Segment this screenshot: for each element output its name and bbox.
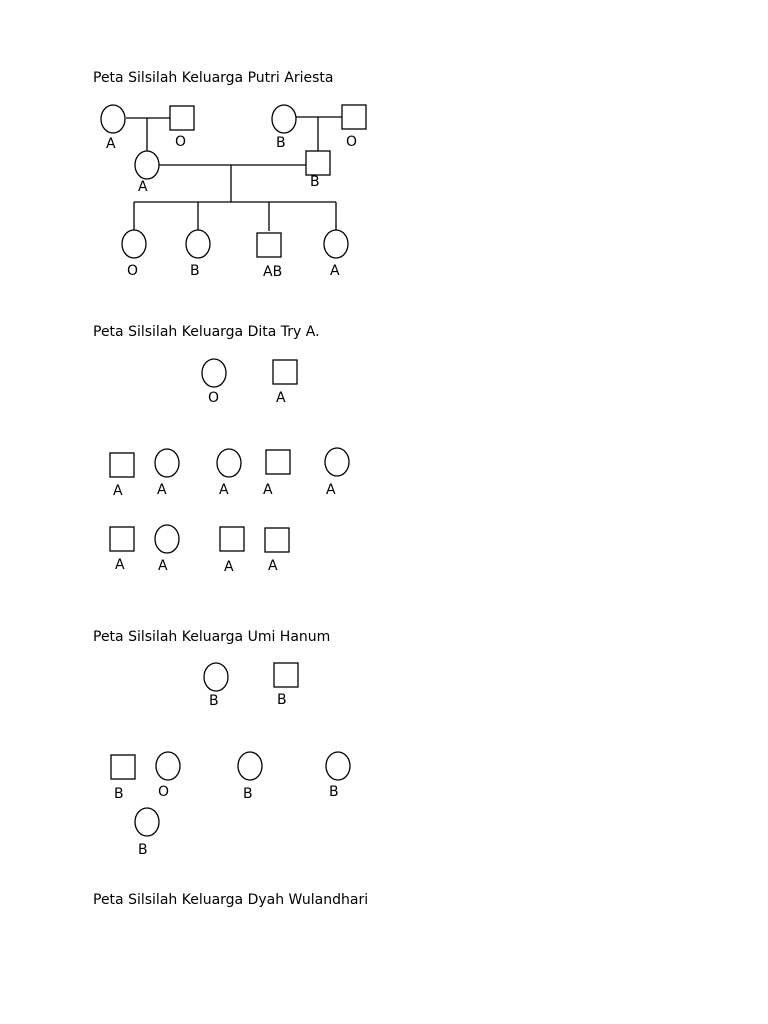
blood-type-label: B: [243, 786, 253, 802]
blood-type-label: O: [127, 263, 139, 279]
pedigree-member-0-c2: [186, 230, 210, 279]
pedigree-member-0-mother: [135, 151, 159, 195]
section-title-umi-hanum: Peta Silsilah Keluarga Umi Hanum: [93, 629, 331, 645]
blood-type-label: A: [219, 482, 229, 498]
blood-type-label: A: [326, 482, 336, 498]
blood-type-label: AB: [263, 264, 283, 280]
male-symbol: [273, 360, 297, 384]
female-symbol: [204, 663, 228, 691]
female-symbol: [325, 448, 349, 476]
blood-type-label: B: [276, 135, 286, 151]
pedigree-member-0-c1: [122, 230, 146, 279]
female-symbol: [155, 525, 179, 553]
blood-type-label: A: [276, 390, 286, 406]
blood-type-label: O: [175, 134, 187, 150]
pedigree-member-1-p2: [273, 360, 297, 406]
female-symbol: [217, 449, 241, 477]
pedigree-member-1-r2b: [155, 525, 179, 574]
pedigree-member-1-r1e: [325, 448, 349, 498]
blood-type-label: A: [158, 558, 168, 574]
blood-type-label: B: [209, 693, 219, 709]
female-symbol: [155, 449, 179, 477]
pedigree-member-2-r1a: [111, 755, 135, 802]
section-title-putri-ariesta: Peta Silsilah Keluarga Putri Ariesta: [93, 70, 334, 86]
male-symbol: [274, 663, 298, 687]
pedigree-member-2-p2: [274, 663, 298, 708]
male-symbol: [306, 151, 330, 175]
female-symbol: [186, 230, 210, 258]
female-symbol: [326, 752, 350, 780]
pedigree-member-2-r1d: [326, 752, 350, 800]
female-symbol: [122, 230, 146, 258]
pedigree-member-2-r1b: [156, 752, 180, 800]
female-symbol: [272, 105, 296, 133]
pedigree-member-0-gf1: [101, 105, 125, 152]
blood-type-label: A: [330, 263, 340, 279]
pedigree-member-2-r1c: [238, 752, 262, 802]
pedigree-member-2-p1: [204, 663, 228, 709]
female-symbol: [238, 752, 262, 780]
male-symbol: [110, 453, 134, 477]
blood-type-label: A: [263, 482, 273, 498]
pedigree-member-1-r1b: [155, 449, 179, 498]
pedigree-member-0-gf2: [272, 105, 296, 151]
blood-type-label: O: [346, 134, 358, 150]
pedigree-member-0-c4: [324, 230, 348, 279]
blood-type-label: A: [157, 482, 167, 498]
blood-type-label: A: [268, 558, 278, 574]
male-symbol: [111, 755, 135, 779]
male-symbol: [170, 106, 194, 130]
blood-type-label: A: [138, 179, 148, 195]
pedigree-member-1-p1: [202, 359, 226, 406]
blood-type-label: B: [310, 174, 320, 190]
pedigree-member-1-r2c: [220, 527, 244, 575]
blood-type-label: B: [114, 786, 124, 802]
female-symbol: [101, 105, 125, 133]
pedigree-member-0-father: [306, 151, 330, 190]
female-symbol: [135, 151, 159, 179]
blood-type-label: B: [329, 784, 339, 800]
pedigree-member-0-gm2: [342, 105, 366, 150]
pedigree-member-1-r1c: [217, 449, 241, 498]
blood-type-label: A: [224, 559, 234, 575]
female-symbol: [135, 808, 159, 836]
male-symbol: [265, 528, 289, 552]
pedigree-member-0-c3: [257, 233, 282, 280]
pedigree-member-1-r1a: [110, 453, 134, 499]
female-symbol: [202, 359, 226, 387]
blood-type-label: A: [106, 136, 116, 152]
blood-type-label: A: [115, 557, 125, 573]
male-symbol: [342, 105, 366, 129]
blood-type-label: B: [138, 842, 148, 858]
section-title-dyah-wulandhari: Peta Silsilah Keluarga Dyah Wulandhari: [93, 892, 369, 908]
pedigree-member-1-r2a: [110, 527, 134, 573]
male-symbol: [257, 233, 281, 257]
male-symbol: [220, 527, 244, 551]
female-symbol: [324, 230, 348, 258]
blood-type-label: B: [190, 263, 200, 279]
pedigree-member-1-r2d: [265, 528, 289, 574]
male-symbol: [110, 527, 134, 551]
pedigree-member-0-gm1: [170, 106, 194, 150]
male-symbol: [266, 450, 290, 474]
blood-type-label: O: [158, 784, 170, 800]
section-title-dita-try: Peta Silsilah Keluarga Dita Try A.: [93, 324, 320, 340]
female-symbol: [156, 752, 180, 780]
blood-type-label: A: [113, 483, 123, 499]
pedigree-member-2-r2a: [135, 808, 159, 858]
pedigree-member-1-r1d: [263, 450, 290, 498]
blood-type-label: B: [277, 692, 287, 708]
blood-type-label: O: [208, 390, 220, 406]
